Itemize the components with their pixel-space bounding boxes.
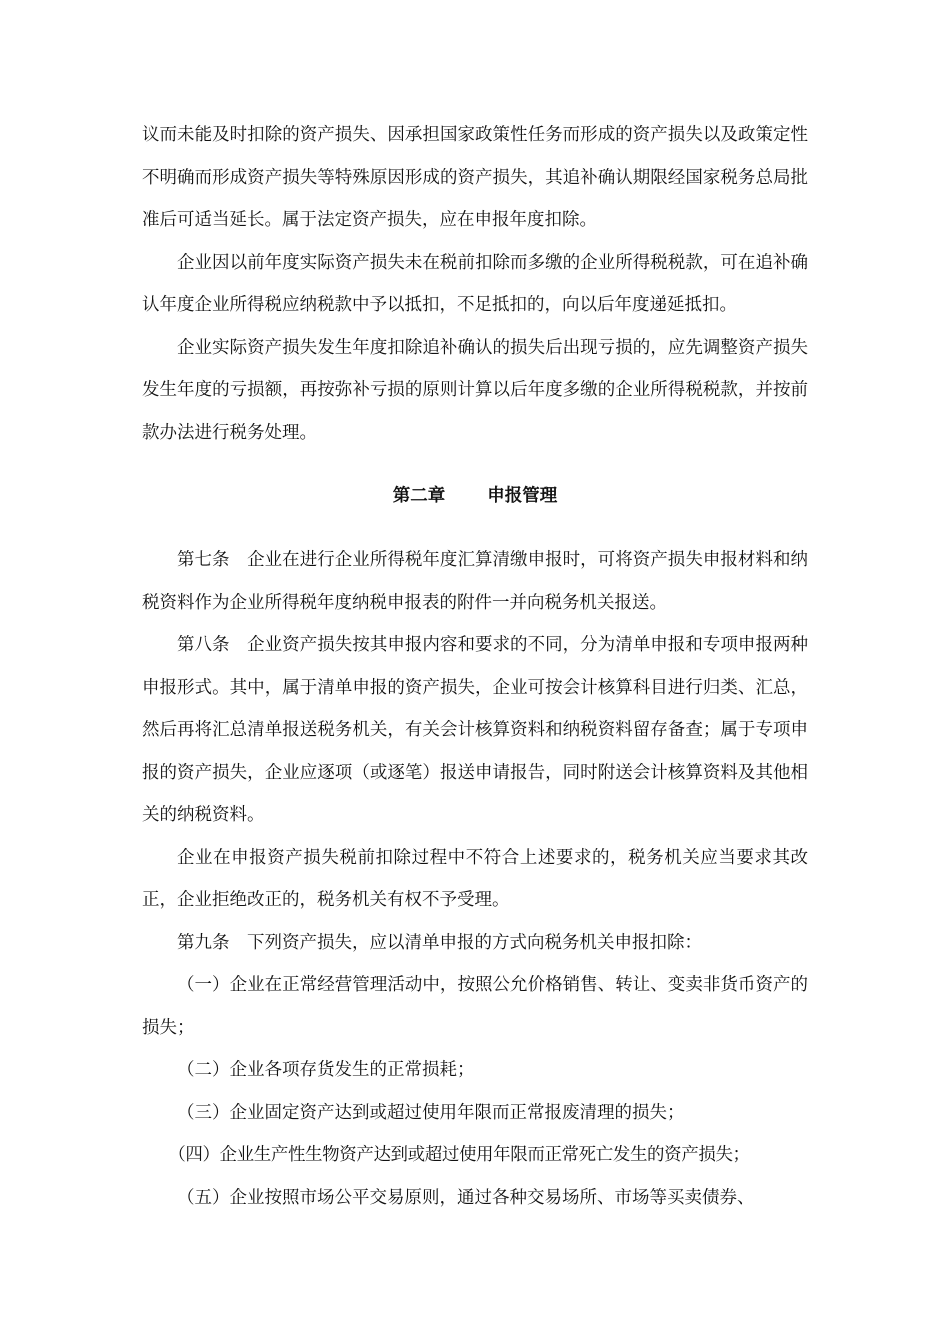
chapter-title: 申报管理 [487, 486, 558, 506]
list-item-5: （五）企业按照市场公平交易原则，通过各种交易场所、市场等买卖债券、 [177, 1187, 755, 1208]
chapter-heading [142, 454, 808, 539]
list-item-3: （三）企业固定资产达到或超过使用年限而正常报废清理的损失； [177, 1102, 685, 1123]
article-8: 第八条 企业资产损失按其申报内容和要求的不同，分为清单申报和专项申报两种申报形式。其中，属于清单申报的资产损失，企业可按会计核算科目进行归类、汇总，然后再将汇总清单报送税务机关，有关会计核算资料和纳税资料留存备查；属于专项申报的资产损失，企业应逐项（或逐笔）报送申请报告，同时附送会计核算资料及其他相关的纳税资料。 [142, 635, 808, 825]
paragraph-loss-adjustment: 企业实际资产损失发生年度扣除追补确认的损失后出现亏损的，应先调整资产损失发生年度的亏损额，再按弥补亏损的原则计算以后年度多缴的企业所得税税款，并按前款办法进行税务处理。 [142, 337, 808, 443]
chapter-number: 第二章 [392, 486, 446, 506]
paragraph-continuation: 议而未能及时扣除的资产损失、因承担国家政策性任务而形成的资产损失以及政策定性不明确而形成资产损失等特殊原因形成的资产损失，其追补确认期限经国家税务总局批准后可适当延长。属于法定资产损失，应在申报年度扣除。 [142, 125, 808, 230]
paragraph-correction: 企业在申报资产损失税前扣除过程中不符合上述要求的，税务机关应当要求其改正，企业拒绝改正的，税务机关有权不予受理。 [142, 847, 808, 910]
list-item-1: （一）企业在正常经营管理活动中，按照公允价格销售、转让、变卖非货币资产的损失； [142, 975, 808, 1038]
article-9: 第九条 下列资产损失，应以清单申报的方式向税务机关申报扣除： [177, 932, 702, 953]
list-item-4: （四）企业生产性生物资产达到或超过使用年限而正常死亡发生的资产损失； [168, 1145, 750, 1165]
list-item-2: （二）企业各项存货发生的正常损耗； [177, 1060, 475, 1080]
article-7: 第七条 企业在进行企业所得税年度汇算清缴申报时，可将资产损失申报材料和纳税资料作为企业所得税年度纳税申报表的附件一并向税务机关报送。 [142, 550, 808, 613]
document-body [142, 114, 808, 1219]
paragraph-prior-year-offset: 企业因以前年度实际资产损失未在税前扣除而多缴的企业所得税税款，可在追补确认年度企业所得税应纳税款中予以抵扣，不足抵扣的，向以后年度递延抵扣。 [142, 252, 808, 315]
